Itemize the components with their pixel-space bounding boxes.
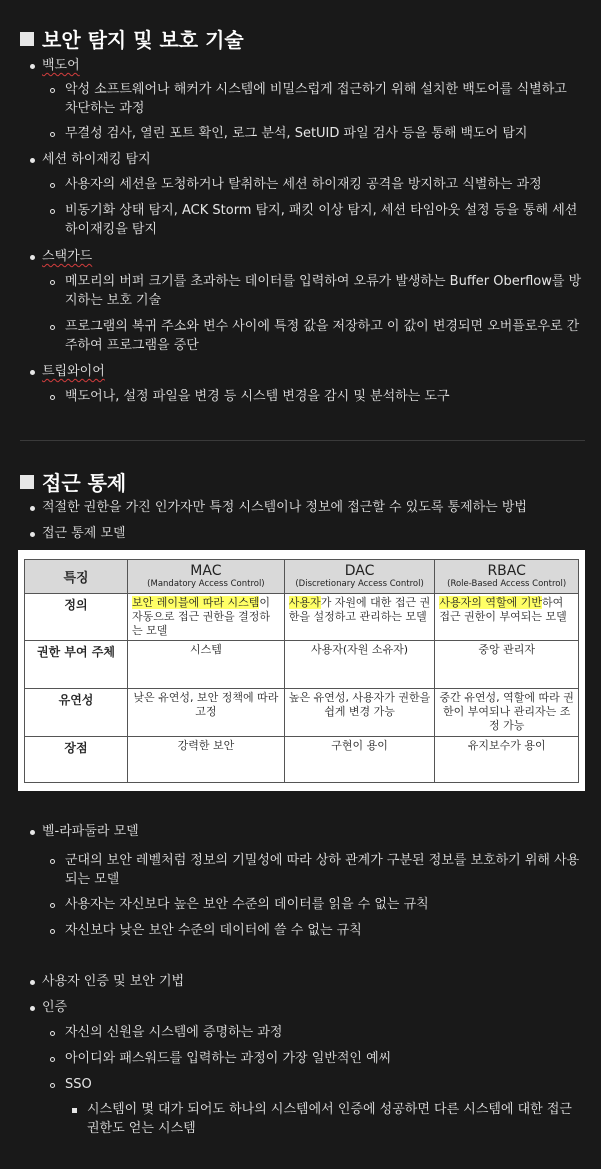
circle-bullet-icon xyxy=(50,1057,55,1062)
table-header-dac: DAC (Discretionary Access Control) xyxy=(284,560,435,594)
circle-bullet-icon xyxy=(50,395,55,400)
circle-bullet-icon xyxy=(50,325,55,330)
table-row: 정의 보안 레이블에 따라 시스템이 자동으로 접근 권한을 결정하는 모델 사용자가 자원에 대한 접근 권한을 설정하고 관리하는 모델 사용자의 역할에 기반하여 접근 권한이 부여되는 모델 xyxy=(25,594,579,641)
circle-bullet-icon xyxy=(50,929,55,934)
list-item: 무결성 검사, 열린 포트 확인, 로그 분석, SetUID 파일 검사 등을 통해 백도어 탐지 xyxy=(65,126,528,141)
list-item-sso: SSO xyxy=(65,1077,92,1092)
access-control-table-image xyxy=(18,550,585,791)
circle-bullet-icon xyxy=(50,280,55,285)
list-item-auth-title: 사용자 인증 및 보안 기법 xyxy=(42,974,185,989)
table-header-rbac: RBAC (Role-Based Access Control) xyxy=(435,560,579,594)
bullet-icon xyxy=(30,370,35,375)
list-item: 시스템이 몇 대가 되어도 하나의 시스템에서 인증에 성공하면 다른 시스템에 대한 접근 권한도 얻는 시스템 xyxy=(87,1102,572,1136)
list-item: 자신보다 낮은 보안 수준의 데이터에 쓸 수 없는 규칙 xyxy=(65,923,362,938)
table-row: 권한 부여 주체 시스템 사용자(자원 소유자) 중앙 관리자 xyxy=(25,641,579,688)
list-item: 백도어나, 설정 파일을 변경 등 시스템 변경을 감시 및 분석하는 도구 xyxy=(65,389,450,404)
table-row: 유연성 낮은 유연성, 보안 정책에 따라 고정 높은 유연성, 사용자가 권한을 쉽게 변경 가능 중간 유연성, 역할에 따라 권한이 부여되나 관리자는 조정 가능 xyxy=(25,688,579,736)
bullet-icon xyxy=(30,158,35,163)
list-item-tripwire: 트립와이어 xyxy=(42,364,105,379)
section-title-access-control: 접근 통제 xyxy=(20,467,126,496)
circle-bullet-icon xyxy=(50,1031,55,1036)
table-header-corner: 특징 xyxy=(25,560,128,594)
access-control-table xyxy=(24,559,579,783)
list-item: 사용자의 세션을 도청하거나 탈취하는 세션 하이재킹 공격을 방지하고 식별하는 과정 xyxy=(65,177,542,192)
list-item: 접근 통제 모델 xyxy=(42,526,126,541)
circle-bullet-icon xyxy=(50,209,55,214)
list-item: 군대의 보안 레벨처럼 정보의 기밀성에 따라 상하 관계가 구분된 정보를 보호하기 위해 사용되는 모델 xyxy=(65,853,580,887)
square-bullet-icon xyxy=(20,32,34,46)
list-item: 악성 소프트웨어나 해커가 시스템에 비밀스럽게 접근하기 위해 설치한 백도어를 식별하고 차단하는 과정 xyxy=(65,82,567,116)
bullet-icon xyxy=(30,506,35,511)
list-item-session-hijacking: 세션 하이재킹 탐지 xyxy=(42,152,151,167)
circle-bullet-icon xyxy=(50,1083,55,1088)
section-title-security: 보안 탐지 및 보호 기술 xyxy=(20,24,244,53)
square-bullet-icon xyxy=(20,475,34,489)
bullet-icon xyxy=(30,980,35,985)
circle-bullet-icon xyxy=(50,132,55,137)
bullet-icon xyxy=(30,64,35,69)
circle-bullet-icon xyxy=(50,88,55,93)
list-item: 메모리의 버퍼 크기를 초과하는 데이터를 입력하여 오류가 발생하는 Buffer Oberflow를 방지하는 보호 기술 xyxy=(65,274,582,308)
table-header-mac: MAC (Mandatory Access Control) xyxy=(128,560,285,594)
list-item: 아이디와 패스워드를 입력하는 과정이 가장 일반적인 예씨 xyxy=(65,1051,392,1066)
list-item: 사용자는 자신보다 높은 보안 수준의 데이터를 읽을 수 없는 규칙 xyxy=(65,897,429,912)
list-item-auth: 인증 xyxy=(42,1000,68,1015)
bullet-icon xyxy=(30,1006,35,1011)
list-item: 프로그램의 복귀 주소와 변수 사이에 특정 값을 저장하고 이 값이 변경되면 오버플로우로 간주하여 프로그램을 중단 xyxy=(65,319,580,353)
bullet-icon xyxy=(30,532,35,537)
bullet-icon xyxy=(30,830,35,835)
list-item: 자신의 신원을 시스템에 증명하는 과정 xyxy=(65,1025,283,1040)
square-bullet-icon xyxy=(72,1108,77,1113)
circle-bullet-icon xyxy=(50,903,55,908)
table-row: 장점 강력한 보안 구현이 용이 유지보수가 용이 xyxy=(25,736,579,782)
bullet-icon xyxy=(30,255,35,260)
list-item: 적절한 권한을 가진 인가자만 특정 시스템이나 정보에 접근할 수 있도록 통제하는 방법 xyxy=(42,500,527,515)
circle-bullet-icon xyxy=(50,183,55,188)
circle-bullet-icon xyxy=(50,859,55,864)
list-item: 비동기화 상태 탐지, ACK Storm 탐지, 패킷 이상 탐지, 세션 타임아웃 설정 등을 통해 세션 하이재킹을 탐지 xyxy=(65,203,578,237)
list-item-blp: 벨-라파둘라 모델 xyxy=(42,824,139,839)
list-item-stackguard: 스택가드 xyxy=(42,249,93,264)
divider xyxy=(20,440,585,441)
list-item-backdoor: 백도어 xyxy=(42,58,80,73)
